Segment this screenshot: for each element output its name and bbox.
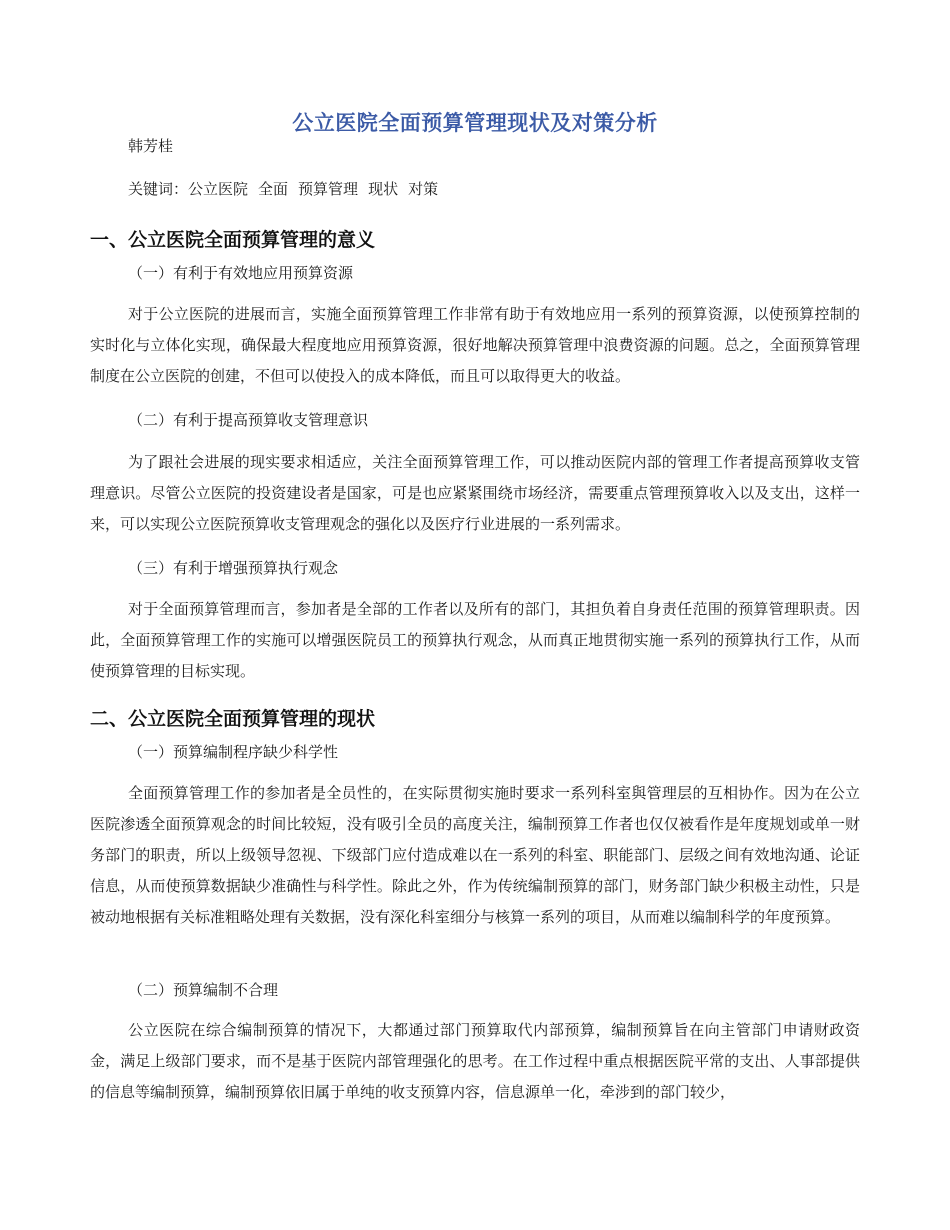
keyword: 全面 — [258, 180, 289, 198]
keywords-line — [128, 178, 448, 199]
subsection-heading: （一）预算编制程序缺少科学性 — [128, 743, 339, 761]
subsection-heading: （二）预算编制不合理 — [128, 981, 279, 999]
page-title: 公立医院全面预算管理现状及对策分析 — [292, 110, 658, 135]
paragraph: 对于公立医院的进展而言，实施全面预算管理工作非常有助于有效地应用一系列的预算资源，以使预算控制的实时化与立体化实现，确保最大程度地应用预算资源，很好地解决预算管理中浪费资源的问题。总之，全面预算管理制度在公立医院的创建，不但可以使投入的成本降低，而且可以取得更大的收益。 — [90, 305, 860, 385]
subsection-heading: （一）有利于有效地应用预算资源 — [128, 264, 354, 282]
subsection-heading: （二）有利于提高预算收支管理意识 — [128, 411, 369, 429]
paragraph: 为了跟社会进展的现实要求相适应，关注全面预算管理工作，可以推动医院内部的管理工作者提高预算收支管理意识。尽管公立医院的投资建设者是国家，可是也应紧紧围绕市场经济，需要重点管理预算收入以及支出，这样一来，可以实现公立医院预算收支管理观念的强化以及医疗行业进展的一系列需求。 — [90, 453, 860, 533]
paragraph: 全面预算管理工作的参加者是全员性的，在实际贯彻实施时要求一系列科室與管理层的互相协作。因为在公立医院渗透全面预算观念的时间比较短，没有吸引全员的高度关注，编制预算工作者也仅仅被看作是年度规划或单一财务部门的职责，所以上级领导忽视、下级部门应付造成难以在一系列的科室、职能部门、层级之间有效地沟通、论证信息，从而使预算数据缺少准确性与科学性。除此之外，作为传统编制预算的部门，财务部门缺少积极主动性，只是被动地根据有关标准粗略处理有关数据，没有深化科室细分与核算一系列的项目，从而难以编制科学的年度预算。 — [90, 784, 860, 926]
author: 韩芳桂 — [128, 137, 174, 155]
keyword: 预算管理 — [298, 180, 359, 198]
section-heading: 一、公立医院全面预算管理的意义 — [90, 229, 376, 251]
paragraph: 对于全面预算管理而言，参加者是全部的工作者以及所有的部门，其担负着自身责任范围的预算管理职责。因此，全面预算管理工作的实施可以增强医院员工的预算执行观念，从而真正地贯彻实施一系列的预算执行工作，从而使预算管理的目标实现。 — [90, 600, 860, 680]
keyword: 公立医院 — [188, 180, 249, 198]
keyword: 对策 — [408, 180, 439, 198]
section-heading: 二、公立医院全面预算管理的现状 — [90, 708, 376, 730]
subsection-heading: （三）有利于增强预算执行观念 — [128, 559, 339, 577]
paragraph: 公立医院在综合编制预算的情况下，大都通过部门预算取代内部预算，编制预算旨在向主管部门申请财政资金，满足上级部门要求，而不是基于医院内部管理强化的思考。在工作过程中重点根据医院平常的支出、人事部提供的信息等编制预算，编制预算依旧属于单纯的收支预算内容，信息源单一化，牵涉到的部门较少， — [90, 1021, 860, 1101]
keywords-label: 关键词： — [128, 180, 189, 198]
keyword: 现状 — [368, 180, 399, 198]
